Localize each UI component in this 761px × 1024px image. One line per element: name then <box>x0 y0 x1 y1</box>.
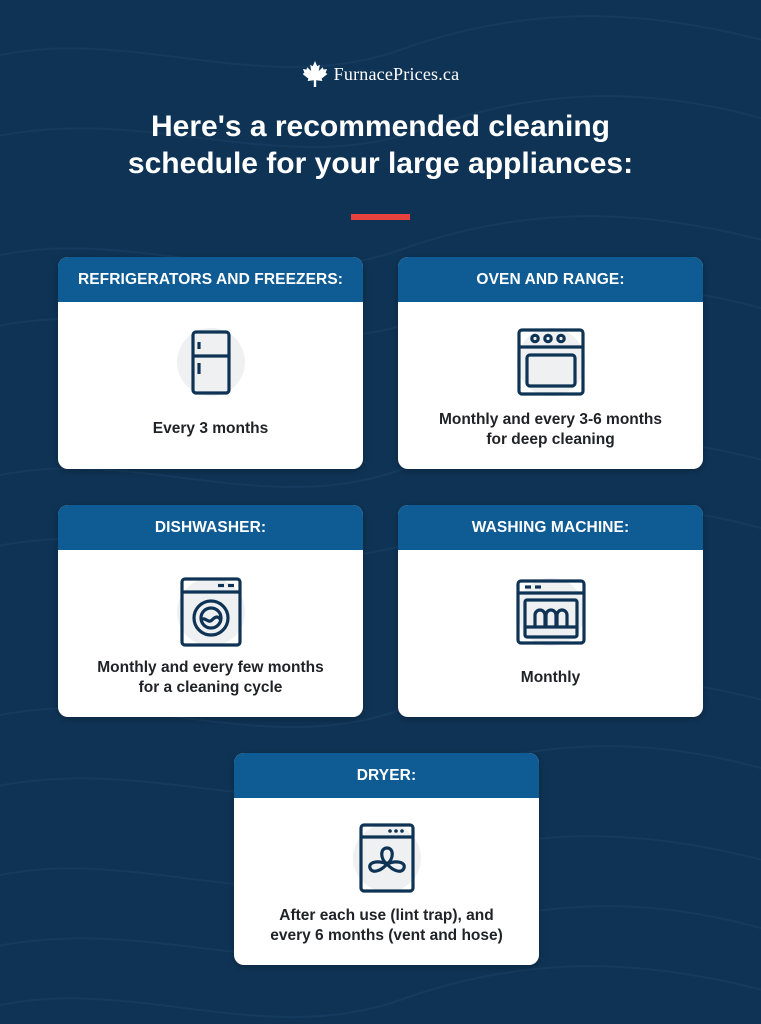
card-title: DISHWASHER: <box>58 505 363 550</box>
card-description <box>408 410 693 450</box>
title-line-2: schedule for your large appliances: <box>127 147 634 180</box>
card-title: REFRIGERATORS AND FREEZERS: <box>58 257 363 302</box>
card-refrigerators <box>58 257 363 469</box>
card-description <box>68 658 353 698</box>
card-dishwasher <box>58 505 363 717</box>
card-line: After each use (lint trap), and <box>279 907 494 924</box>
card-description <box>68 419 353 439</box>
brand-name: FurnacePrices.ca <box>333 63 460 84</box>
card-oven-range <box>398 257 703 469</box>
card-line: Monthly and every few months <box>97 659 324 676</box>
brand-logo <box>0 60 761 88</box>
accent-divider <box>351 214 410 220</box>
maple-leaf-icon <box>302 60 328 88</box>
card-line: for a cleaning cycle <box>138 679 283 696</box>
card-title: DRYER: <box>234 753 539 798</box>
card-line: Monthly <box>520 669 581 686</box>
card-description <box>408 668 693 688</box>
card-description <box>244 906 529 946</box>
card-line: for deep cleaning <box>486 431 615 448</box>
card-line: every 6 months (vent and hose) <box>270 927 503 944</box>
card-title: WASHING MACHINE: <box>398 505 703 550</box>
card-title: OVEN AND RANGE: <box>398 257 703 302</box>
dryer-icon <box>350 821 424 895</box>
card-dryer <box>234 753 539 965</box>
card-line: Monthly and every 3-6 months <box>438 411 663 428</box>
oven-icon <box>514 325 588 399</box>
card-line: Every 3 months <box>152 420 269 437</box>
title-line-1: Here's a recommended cleaning <box>151 110 610 143</box>
page-title <box>0 108 761 182</box>
refrigerator-icon <box>174 325 248 399</box>
dishwasher-icon <box>514 575 588 649</box>
washing-machine-icon <box>174 575 248 649</box>
card-washing-machine <box>398 505 703 717</box>
